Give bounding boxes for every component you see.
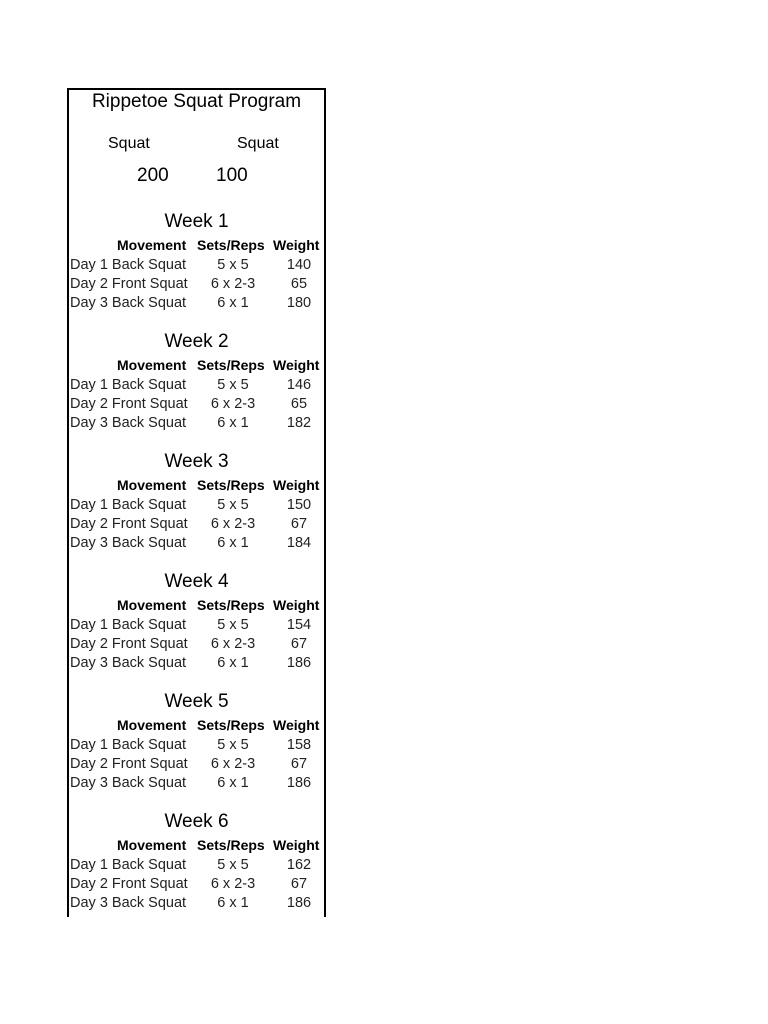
sets-cell: 6 x 1 <box>217 415 249 431</box>
sets-header: Sets/Reps <box>197 717 265 733</box>
weight-cell: 65 <box>290 396 308 412</box>
day-movement-cell: Day 1 Back Squat <box>70 257 187 273</box>
day-movement-cell: Day 2 Front Squat <box>70 396 188 412</box>
table-row <box>69 634 324 654</box>
sets-cell: 5 x 5 <box>217 737 249 753</box>
sets-cell: 6 x 2-3 <box>210 276 256 292</box>
day-movement-cell: Day 2 Front Squat <box>70 516 188 532</box>
squat-max-value-1: 200 <box>137 165 169 186</box>
weight-cell: 154 <box>286 617 312 633</box>
table-row <box>69 375 324 395</box>
weight-cell: 180 <box>286 295 312 311</box>
movement-header: Movement <box>117 597 187 613</box>
sets-cell: 5 x 5 <box>217 377 249 393</box>
weight-cell: 150 <box>286 497 312 513</box>
sets-cell: 6 x 1 <box>217 295 249 311</box>
sets-cell: 6 x 1 <box>217 655 249 671</box>
weight-cell: 186 <box>286 655 312 671</box>
day-movement-cell: Day 1 Back Squat <box>70 377 187 393</box>
sets-cell: 5 x 5 <box>217 617 249 633</box>
table-row <box>69 653 324 673</box>
weight-cell: 146 <box>286 377 312 393</box>
weight-cell: 158 <box>286 737 312 753</box>
sets-cell: 6 x 2-3 <box>210 516 256 532</box>
table-row <box>69 514 324 534</box>
table-row <box>69 533 324 553</box>
weight-header: Weight <box>273 597 320 613</box>
sets-header: Sets/Reps <box>197 237 265 253</box>
sets-header: Sets/Reps <box>197 597 265 613</box>
sets-cell: 6 x 2-3 <box>210 396 256 412</box>
movement-header: Movement <box>117 357 187 373</box>
page-title: Rippetoe Squat Program <box>91 91 302 112</box>
weight-header: Weight <box>273 837 320 853</box>
week-title: Week 5 <box>164 691 229 712</box>
weight-cell: 184 <box>286 535 312 551</box>
weight-header: Weight <box>273 717 320 733</box>
day-movement-cell: Day 3 Back Squat <box>70 415 187 431</box>
weight-cell: 67 <box>290 756 308 772</box>
day-movement-cell: Day 1 Back Squat <box>70 857 187 873</box>
table-row <box>69 615 324 635</box>
table-row <box>69 754 324 774</box>
weight-cell: 140 <box>286 257 312 273</box>
movement-header: Movement <box>117 237 187 253</box>
week-title: Week 1 <box>164 211 229 232</box>
weight-header: Weight <box>273 477 320 493</box>
sets-cell: 5 x 5 <box>217 257 249 273</box>
program-sheet <box>67 88 326 917</box>
weight-cell: 162 <box>286 857 312 873</box>
sets-cell: 6 x 1 <box>217 895 249 911</box>
table-row <box>69 293 324 313</box>
day-movement-cell: Day 2 Front Squat <box>70 756 188 772</box>
day-movement-cell: Day 3 Back Squat <box>70 295 187 311</box>
weight-header: Weight <box>273 237 320 253</box>
table-row <box>69 495 324 515</box>
weight-cell: 186 <box>286 775 312 791</box>
day-movement-cell: Day 1 Back Squat <box>70 737 187 753</box>
table-row <box>69 394 324 414</box>
weight-cell: 67 <box>290 636 308 652</box>
week-title: Week 2 <box>164 331 229 352</box>
sets-header: Sets/Reps <box>197 477 265 493</box>
sets-header: Sets/Reps <box>197 837 265 853</box>
squat-max-label-2: Squat <box>237 135 279 152</box>
sets-cell: 6 x 2-3 <box>210 876 256 892</box>
table-row <box>69 413 324 433</box>
movement-header: Movement <box>117 837 187 853</box>
sets-cell: 5 x 5 <box>217 857 249 873</box>
table-row <box>69 274 324 294</box>
weight-cell: 186 <box>286 895 312 911</box>
day-movement-cell: Day 3 Back Squat <box>70 535 187 551</box>
movement-header: Movement <box>117 477 187 493</box>
week-title: Week 4 <box>164 571 229 592</box>
sets-header: Sets/Reps <box>197 357 265 373</box>
sets-cell: 6 x 1 <box>217 535 249 551</box>
day-movement-cell: Day 2 Front Squat <box>70 876 188 892</box>
sets-cell: 6 x 2-3 <box>210 756 256 772</box>
sets-cell: 6 x 1 <box>217 775 249 791</box>
day-movement-cell: Day 2 Front Squat <box>70 636 188 652</box>
weight-cell: 65 <box>290 276 308 292</box>
table-row <box>69 773 324 793</box>
day-movement-cell: Day 1 Back Squat <box>70 497 187 513</box>
weight-cell: 67 <box>290 516 308 532</box>
squat-max-label-1: Squat <box>108 135 150 152</box>
table-row <box>69 735 324 755</box>
sets-cell: 6 x 2-3 <box>210 636 256 652</box>
sets-cell: 5 x 5 <box>217 497 249 513</box>
weight-header: Weight <box>273 357 320 373</box>
movement-header: Movement <box>117 717 187 733</box>
table-row <box>69 855 324 875</box>
table-row <box>69 255 324 275</box>
week-title: Week 3 <box>164 451 229 472</box>
squat-max-value-2: 100 <box>216 165 248 186</box>
weight-cell: 67 <box>290 876 308 892</box>
week-title: Week 6 <box>164 811 229 832</box>
day-movement-cell: Day 1 Back Squat <box>70 617 187 633</box>
day-movement-cell: Day 3 Back Squat <box>70 655 187 671</box>
day-movement-cell: Day 3 Back Squat <box>70 775 187 791</box>
day-movement-cell: Day 3 Back Squat <box>70 895 187 911</box>
day-movement-cell: Day 2 Front Squat <box>70 276 188 292</box>
table-row <box>69 874 324 894</box>
weight-cell: 182 <box>286 415 312 431</box>
table-row <box>69 893 324 913</box>
